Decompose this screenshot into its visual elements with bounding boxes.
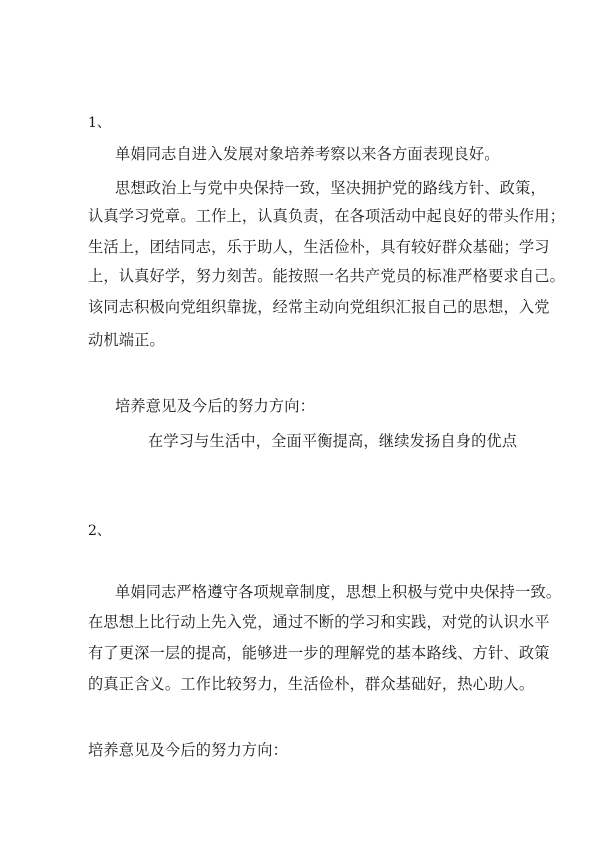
- section-1-number: 1、: [88, 115, 111, 131]
- section-2-line-3: 有了更深一层的提高，能够进一步的理解党的基本路线、方针、政策: [88, 644, 550, 662]
- section-1-line-3: 认真学习党章。工作上，认真负责，在各项活动中起良好的带头作用；: [88, 207, 566, 225]
- section-2-number: 2、: [88, 523, 111, 539]
- section-1-line-1: 单娟同志自进入发展对象培养考察以来各方面表现良好。: [115, 145, 500, 163]
- section-1-line-6: 该同志积极向党组织靠拢，经常主动向党组织汇报自己的思想，入党: [88, 298, 550, 316]
- section-2-line-2: 在思想上比行动上先入党，通过不断的学习和实践，对党的认识水平: [88, 613, 550, 631]
- section-1-line-2: 思想政治上与党中央保持一致，坚决拥护党的路线方针、政策，: [115, 179, 546, 197]
- section-2-opinion-label: 培养意见及今后的努力方向：: [88, 741, 289, 759]
- section-1-line-4: 生活上，团结同志，乐于助人，生活俭朴，具有较好群众基础；学习: [88, 238, 550, 256]
- section-1-opinion-label: 培养意见及今后的努力方向：: [115, 397, 316, 415]
- section-1-line-5: 上，认真好学，努力刻苦。能按照一名共产党员的标准严格要求自己。: [88, 267, 566, 285]
- section-2-line-1: 单娟同志严格遵守各项规章制度，思想上积极与党中央保持一致。: [115, 583, 562, 601]
- section-2-line-4: 的真正含义。工作比较努力，生活俭朴，群众基础好，热心助人。: [88, 675, 535, 693]
- section-1-opinion-text: 在学习与生活中，全面平衡提高，继续发扬自身的优点: [148, 432, 518, 450]
- section-1-line-7: 动机端正。: [88, 331, 165, 349]
